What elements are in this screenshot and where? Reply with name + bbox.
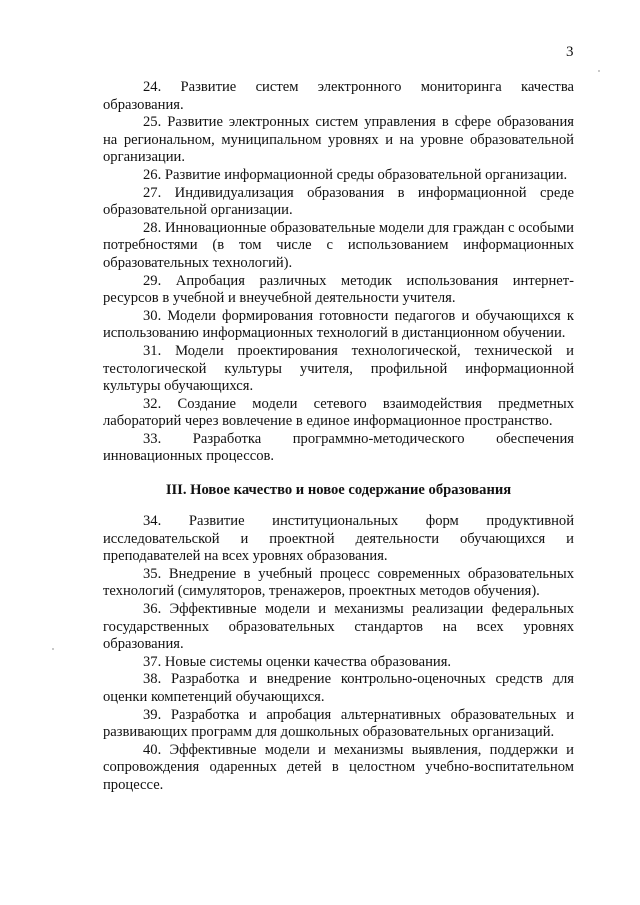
list-item-37: 37. Новые системы оценки качества образования. <box>143 653 452 670</box>
list-item-26: 26. Развитие информационной среды образовательной организации. <box>143 166 568 183</box>
section-heading: III. Новое качество и новое содержание образования <box>165 482 512 499</box>
scan-speck <box>598 70 600 72</box>
list-item-25: 25. Развитие электронных систем управления в сфере образования на региональном, муниципальном уровнях и на уровне образовательной организации. <box>103 114 574 166</box>
list-item-39: 39. Разработка и апробация альтернативных образовательных и развивающих программ для дошкольных образовательных организаций. <box>103 706 574 741</box>
list-item-28: 28. Инновационные образовательные модели для граждан с особыми потребностями (в том числе с использованием информационных образовательных технологий). <box>103 219 574 271</box>
list-item-31: 31. Модели проектирования технологической, технической и тестологической культуры учителя, профильной информационной культуры обучающихся. <box>103 342 574 395</box>
list-item-36: 36. Эффективные модели и механизмы реализации федеральных государственных образовательных стандартов на всех уровнях образования. <box>103 601 574 653</box>
list-item-38: 38. Разработка и внедрение контрольно-оценочных средств для оценки компетенций обучающихся. <box>103 671 574 705</box>
list-item-29: 29. Апробация различных методик использования интернет-ресурсов в учебной и внеучебной деятельности учителя. <box>103 272 574 307</box>
list-item-34: 34. Развитие институциональных форм продуктивной исследовательской и проектной деятельности обучающихся и преподавателей на всех уровнях образования. <box>103 513 574 565</box>
list-item-24: 24. Развитие систем электронного мониторинга качества образования. <box>103 79 574 113</box>
list-item-40: 40. Эффективные модели и механизмы выявления, поддержки и сопровождения одаренных детей в целостном учебно-воспитательном процессе. <box>103 741 574 793</box>
list-item-30: 30. Модели формирования готовности педагогов и обучающихся к использованию информационных технологий в дистанционном обучении. <box>103 307 574 342</box>
list-item-27: 27. Индивидуализация образования в информационной среде образовательной организации. <box>103 184 574 219</box>
list-item-33: 33. Разработка программно-методического обеспечения инновационных процессов. <box>103 430 574 465</box>
scan-speck <box>52 648 54 650</box>
page-number: 3 <box>566 44 574 60</box>
list-item-35: 35. Внедрение в учебный процесс современных образовательных технологий (симуляторов, тренажеров, проектных методов обучения). <box>103 565 574 600</box>
list-item-32: 32. Создание модели сетевого взаимодействия предметных лабораторий через вовлечение в единое информационное пространство. <box>103 395 574 430</box>
document-body <box>103 79 574 795</box>
